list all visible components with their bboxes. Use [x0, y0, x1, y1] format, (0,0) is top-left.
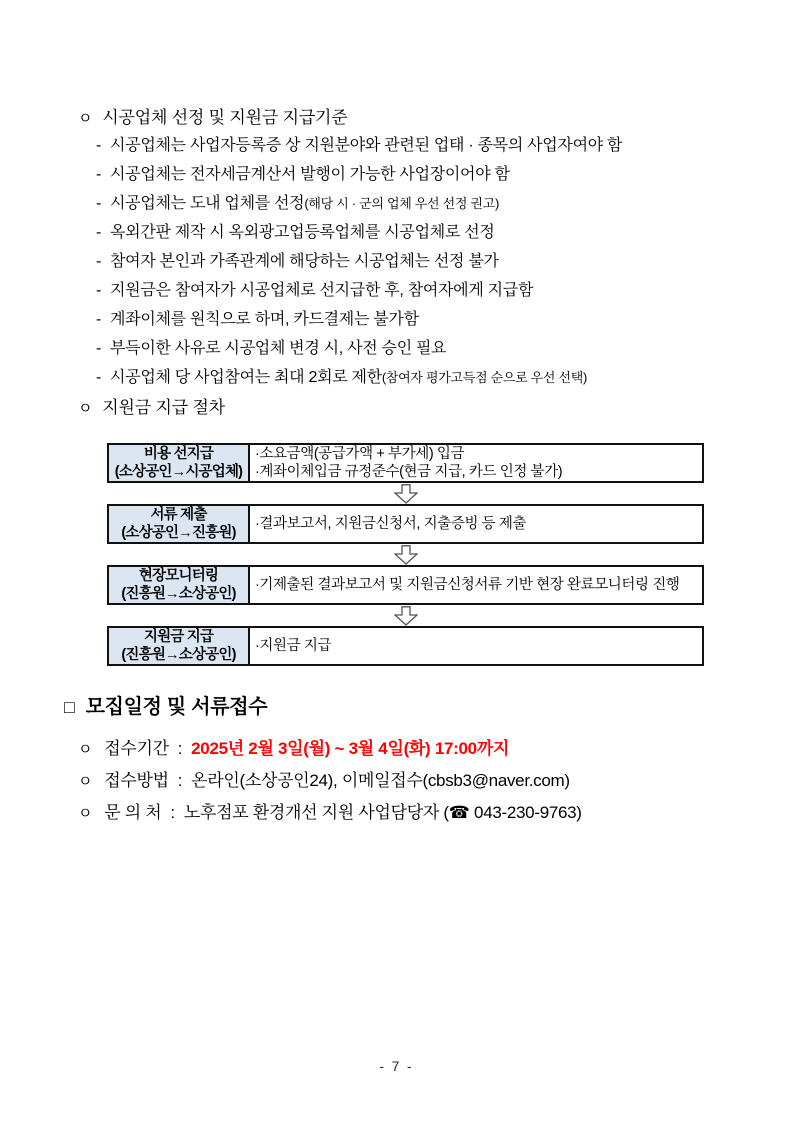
flow-step-detail-cell: [250, 628, 702, 664]
procedure-heading: [78, 393, 738, 422]
square-bullet-icon: □: [64, 697, 75, 717]
page-number: - 7 -: [379, 1059, 414, 1074]
flow-step-actors: (진흥원→소상공인): [121, 586, 236, 602]
flow-step-title: 비용 선지급: [143, 446, 214, 462]
criteria-item-text: 참여자 본인과 가족관계에 해당하는 시공업체는 선정 불가: [110, 253, 499, 270]
schedule-item-label: 접수방법: [104, 771, 169, 790]
schedule-item-label: 접수기간: [104, 739, 169, 758]
flow-step-detail-cell: [250, 567, 702, 603]
criteria-item: [78, 190, 738, 219]
criteria-item-note: (해당 시 · 군의 업체 우선 선정 권고): [304, 196, 499, 211]
flow-step-detail-line: ·기제출된 결과보고서 및 지원금신청서류 기반 현장 완료모니터링 진행: [255, 577, 680, 593]
dash-bullet-icon: -: [96, 224, 102, 241]
flow-step-cost-prepayment: [107, 443, 704, 483]
dash-bullet-icon: -: [96, 311, 102, 328]
flow-step-title-cell: [109, 445, 250, 481]
criteria-heading: [78, 103, 738, 132]
schedule-item-value: 온라인(소상공인24), 이메일접수(cbsb3@naver.com): [191, 771, 570, 790]
flow-step-title-cell: [109, 567, 250, 603]
flow-step-detail-line: ·결과보고서, 지원금신청서, 지출증빙 등 제출: [255, 516, 527, 532]
criteria-item-note: (참여자 평가고득점 순으로 우선 선택): [381, 370, 588, 385]
flow-step-detail-line: ·소요금액(공급가액 + 부가세) 입금: [255, 446, 465, 462]
dash-bullet-icon: -: [96, 137, 102, 154]
procedure-heading-text: 지원금 지급 절차: [102, 398, 225, 417]
flow-step-title: 지원금 지급: [143, 629, 214, 645]
dash-bullet-icon: -: [96, 195, 102, 212]
flow-step-title: 현장모니터링: [138, 568, 219, 584]
criteria-heading-text: 시공업체 선정 및 지원금 지급기준: [102, 108, 348, 127]
dash-bullet-icon: -: [96, 166, 102, 183]
schedule-section: [64, 690, 744, 830]
criteria-item-text: 시공업체는 도내 업체를 선정: [110, 195, 305, 212]
criteria-item: [78, 277, 738, 306]
dash-bullet-icon: -: [96, 369, 102, 386]
flow-step-title: 서류 제출: [150, 507, 207, 523]
flow-step-title-cell: [109, 506, 250, 542]
separator: :: [177, 771, 183, 790]
separator: :: [177, 739, 183, 758]
dash-bullet-icon: -: [96, 253, 102, 270]
flow-step-subsidy-payment: [107, 626, 704, 666]
criteria-item: [78, 248, 738, 277]
separator: :: [170, 803, 175, 822]
criteria-item-text: 부득이한 사유로 시공업체 변경 시, 사전 승인 필요: [110, 340, 447, 357]
flow-step-actors: (소상공인→시공업체): [114, 464, 243, 480]
flow-step-site-monitoring: [107, 565, 704, 605]
criteria-item-text: 시공업체는 전자세금계산서 발행이 가능한 사업장이어야 함: [110, 166, 510, 183]
down-arrow-icon: [394, 484, 418, 504]
criteria-section: [78, 103, 738, 422]
flow-step-actors: (소상공인→진흥원): [121, 525, 236, 541]
flow-arrow: [107, 544, 704, 565]
down-arrow-icon: [394, 606, 418, 626]
flow-step-title-cell: [109, 628, 250, 664]
criteria-item: [78, 335, 738, 364]
criteria-item-text: 계좌이체를 원칙으로 하며, 카드결제는 불가함: [110, 311, 419, 328]
dash-bullet-icon: -: [96, 340, 102, 357]
schedule-item-value: 노후점포 환경개선 지원 사업담당자 (☎ 043-230-9763): [183, 803, 582, 822]
criteria-item: [78, 219, 738, 248]
circle-bullet-icon: ㅇ: [78, 400, 93, 417]
flow-step-detail-line: ·계좌이체입금 규정준수(현금 지급, 카드 인정 불가): [255, 464, 563, 480]
flow-step-detail-cell: [250, 506, 702, 542]
schedule-heading-text: 모집일정 및 서류접수: [85, 696, 268, 718]
criteria-item: [78, 364, 738, 393]
flow-arrow: [107, 483, 704, 504]
payment-procedure-flow: [107, 443, 704, 666]
schedule-heading: [64, 690, 744, 719]
circle-bullet-icon: ㅇ: [78, 773, 93, 790]
schedule-item-method: [78, 766, 744, 798]
flow-arrow: [107, 605, 704, 626]
circle-bullet-icon: ㅇ: [78, 110, 93, 127]
flow-step-document-submission: [107, 504, 704, 544]
circle-bullet-icon: ㅇ: [78, 741, 93, 758]
criteria-item: [78, 161, 738, 190]
criteria-item: [78, 306, 738, 335]
criteria-item-text: 지원금은 참여자가 시공업체로 선지급한 후, 참여자에게 지급함: [110, 282, 534, 299]
circle-bullet-icon: ㅇ: [78, 805, 93, 822]
criteria-item-text: 시공업체는 사업자등록증 상 지원분야와 관련된 업태 · 종목의 사업자여야 함: [110, 137, 623, 154]
schedule-item-period: [78, 734, 744, 766]
down-arrow-icon: [394, 545, 418, 565]
criteria-item-text: 시공업체 당 사업참여는 최대 2회로 제한: [110, 369, 382, 386]
schedule-items: [64, 734, 744, 830]
criteria-item: [78, 132, 738, 161]
schedule-item-label: 문 의 처: [104, 803, 162, 822]
dash-bullet-icon: -: [96, 282, 102, 299]
schedule-item-value: 2025년 2월 3일(월) ~ 3월 4일(화) 17:00까지: [191, 739, 510, 758]
schedule-item-contact: [78, 798, 744, 830]
flow-step-detail-cell: [250, 445, 702, 481]
criteria-item-text: 옥외간판 제작 시 옥외광고업등록업체를 시공업체로 선정: [110, 224, 495, 241]
flow-step-actors: (진흥원→소상공인): [121, 647, 236, 663]
flow-step-detail-line: ·지원금 지급: [255, 638, 332, 654]
